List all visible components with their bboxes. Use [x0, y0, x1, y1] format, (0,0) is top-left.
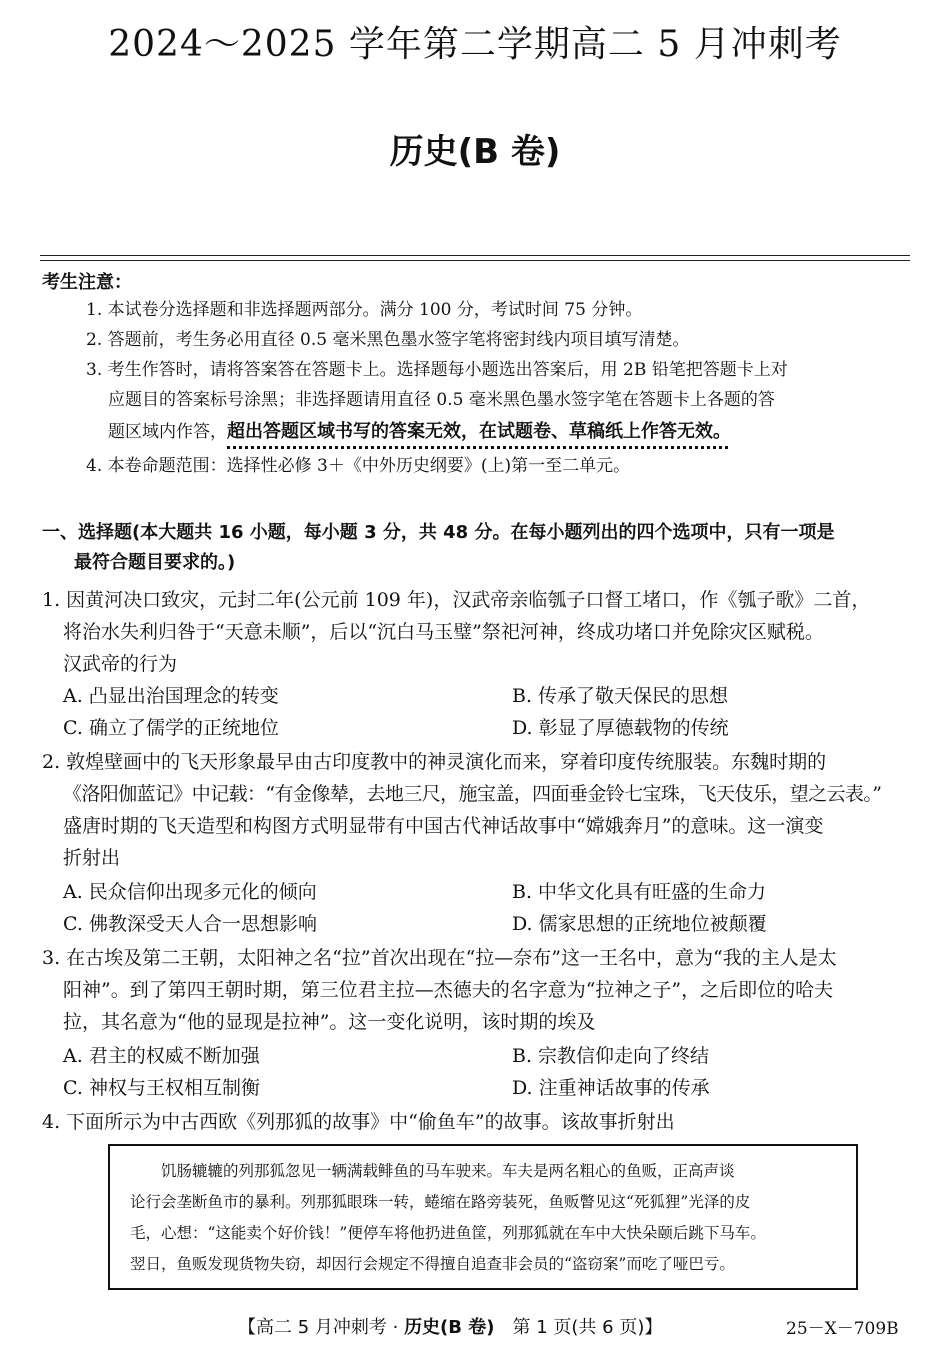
notice-item-3-end	[108, 418, 731, 446]
notice-item-1: 1. 本试卷分选择题和非选择题两部分。满分 100 分，考试时间 75 分钟。	[86, 300, 643, 320]
question-1-line: 汉武帝的行为	[63, 653, 178, 675]
question-4-line: 4. 下面所示为中古西欧《列那狐的故事》中“偷鱼车”的故事。该故事折射出	[42, 1111, 675, 1133]
section-heading	[42, 518, 912, 578]
option-d: D. 彰显了厚德载物的传统	[512, 717, 729, 739]
question-1	[42, 584, 914, 680]
option-b: B. 中华文化具有旺盛的生命力	[512, 881, 767, 903]
option-a: A. 君主的权威不断加强	[63, 1045, 260, 1067]
question-4	[42, 1106, 914, 1138]
question-2-line: 2. 敦煌壁画中的飞天形象最早由古印度教中的神灵演化而来，穿着印度传统服装。东魏时期的	[42, 751, 827, 773]
question-1-line: 1. 因黄河决口致灾，元封二年(公元前 109 年)，汉武帝亲临瓠子口督工堵口，作《瓠子歌》二首，	[42, 589, 871, 611]
option-c: C. 神权与王权相互制衡	[63, 1077, 260, 1099]
notice-item-2: 2. 答题前，考生务必用直径 0.5 毫米黑色墨水签字笔将密封线内项目填写清楚。	[86, 330, 690, 350]
story-line: 翌日，鱼贩发现货物失窃，却因行会规定不得擅自追查非会员的“盗窃案”而吃了哑巴亏。	[130, 1255, 735, 1273]
question-2-line: 《洛阳伽蓝记》中记载：“有金像辇，去地三尺，施宝盖，四面垂金铃七宝珠，飞天伎乐，望之云表。”	[63, 783, 882, 805]
story-line: 论行会垄断鱼市的暴利。列那狐眼珠一转，蜷缩在路旁装死，鱼贩瞥见这“死狐狸”光泽的皮	[130, 1193, 751, 1211]
exam-title: 2024～2025 学年第二学期高二 5 月冲刺考	[108, 24, 842, 65]
option-d: D. 注重神话故事的传承	[512, 1077, 710, 1099]
question-2-line: 折射出	[63, 847, 121, 869]
story-text	[130, 1156, 838, 1280]
notice-item-3-cont: 应题目的答案标号涂黑；非选择题请用直径 0.5 毫米黑色墨水签字笔在答题卡上各题的答	[108, 390, 775, 410]
notice-emphasis: 超出答题区域书写的答案无效，在试题卷、草稿纸上作答无效。	[227, 421, 731, 442]
option-b: B. 传承了敬天保民的思想	[512, 685, 729, 707]
option-c: C. 佛教深受天人合一思想影响	[63, 913, 317, 935]
divider-bottom	[40, 260, 910, 261]
story-line: 毛，心想：“这能卖个好价钱！”便停车将他扔进鱼筐，列那狐就在车中大快朵颐后跳下马车。	[130, 1224, 766, 1242]
option-a: A. 凸显出治国理念的转变	[63, 685, 279, 707]
option-d: D. 儒家思想的正统地位被颠覆	[512, 913, 767, 935]
footer-page: 第 1 页(共 6 页)】	[494, 1317, 663, 1338]
notice-heading: 考生注意：	[42, 272, 132, 293]
divider-top	[40, 255, 910, 256]
notice-item-4: 4. 本卷命题范围：选择性必修 3＋《中外历史纲要》(上)第一至二单元。	[86, 456, 631, 476]
option-b: B. 宗教信仰走向了终结	[512, 1045, 710, 1067]
notice-item-3-lead: 题区域内作答，	[108, 422, 227, 442]
story-box	[108, 1144, 858, 1290]
question-2-line: 盛唐时期的飞天造型和构图方式明显带有中国古代神话故事中“嫦娥奔月”的意味。这一演变	[63, 815, 824, 837]
question-3-line: 3. 在古埃及第二王朝，太阳神之名“拉”首次出现在“拉—奈布”这一王名中，意为“我的主人是太	[42, 947, 837, 969]
notice-item-3: 3. 考生作答时，请将答案答在答题卡上。选择题每小题选出答案后，用 2B 铅笔把答题卡上对	[86, 360, 788, 380]
option-a: A. 民众信仰出现多元化的倾向	[63, 881, 317, 903]
question-3	[42, 942, 914, 1038]
section-heading-line1: 一、选择题(本大题共 16 小题，每小题 3 分，共 48 分。在每小题列出的四个选项中，只有一项是	[42, 522, 835, 543]
question-1-line: 将治水失利归咎于“天意未顺”，后以“沉白马玉璧”祭祀河神，终成功堵口并免除灾区赋税。	[63, 621, 824, 643]
page-footer	[238, 1313, 662, 1339]
subject-title: 历史(B 卷)	[389, 132, 561, 172]
story-line: 饥肠辘辘的列那狐忽见一辆满载鲱鱼的马车驶来。车夫是两名粗心的鱼贩，正高声谈	[161, 1162, 735, 1180]
question-3-line: 阳神”。到了第四王朝时期，第三位君主拉—杰德夫的名字意为“拉神之子”，之后即位的哈夫	[63, 979, 834, 1001]
paper-code: 25－X－709B	[786, 1319, 899, 1339]
footer-open: 【高二 5 月冲刺考 ·	[238, 1317, 405, 1338]
footer-subject: 历史(B 卷)	[404, 1317, 495, 1338]
question-3-line: 拉，其名意为“他的显现是拉神”。这一变化说明，该时期的埃及	[63, 1011, 596, 1033]
section-heading-line2: 最符合题目要求的。)	[74, 552, 236, 573]
question-2	[42, 746, 914, 874]
option-c: C. 确立了儒学的正统地位	[63, 717, 279, 739]
